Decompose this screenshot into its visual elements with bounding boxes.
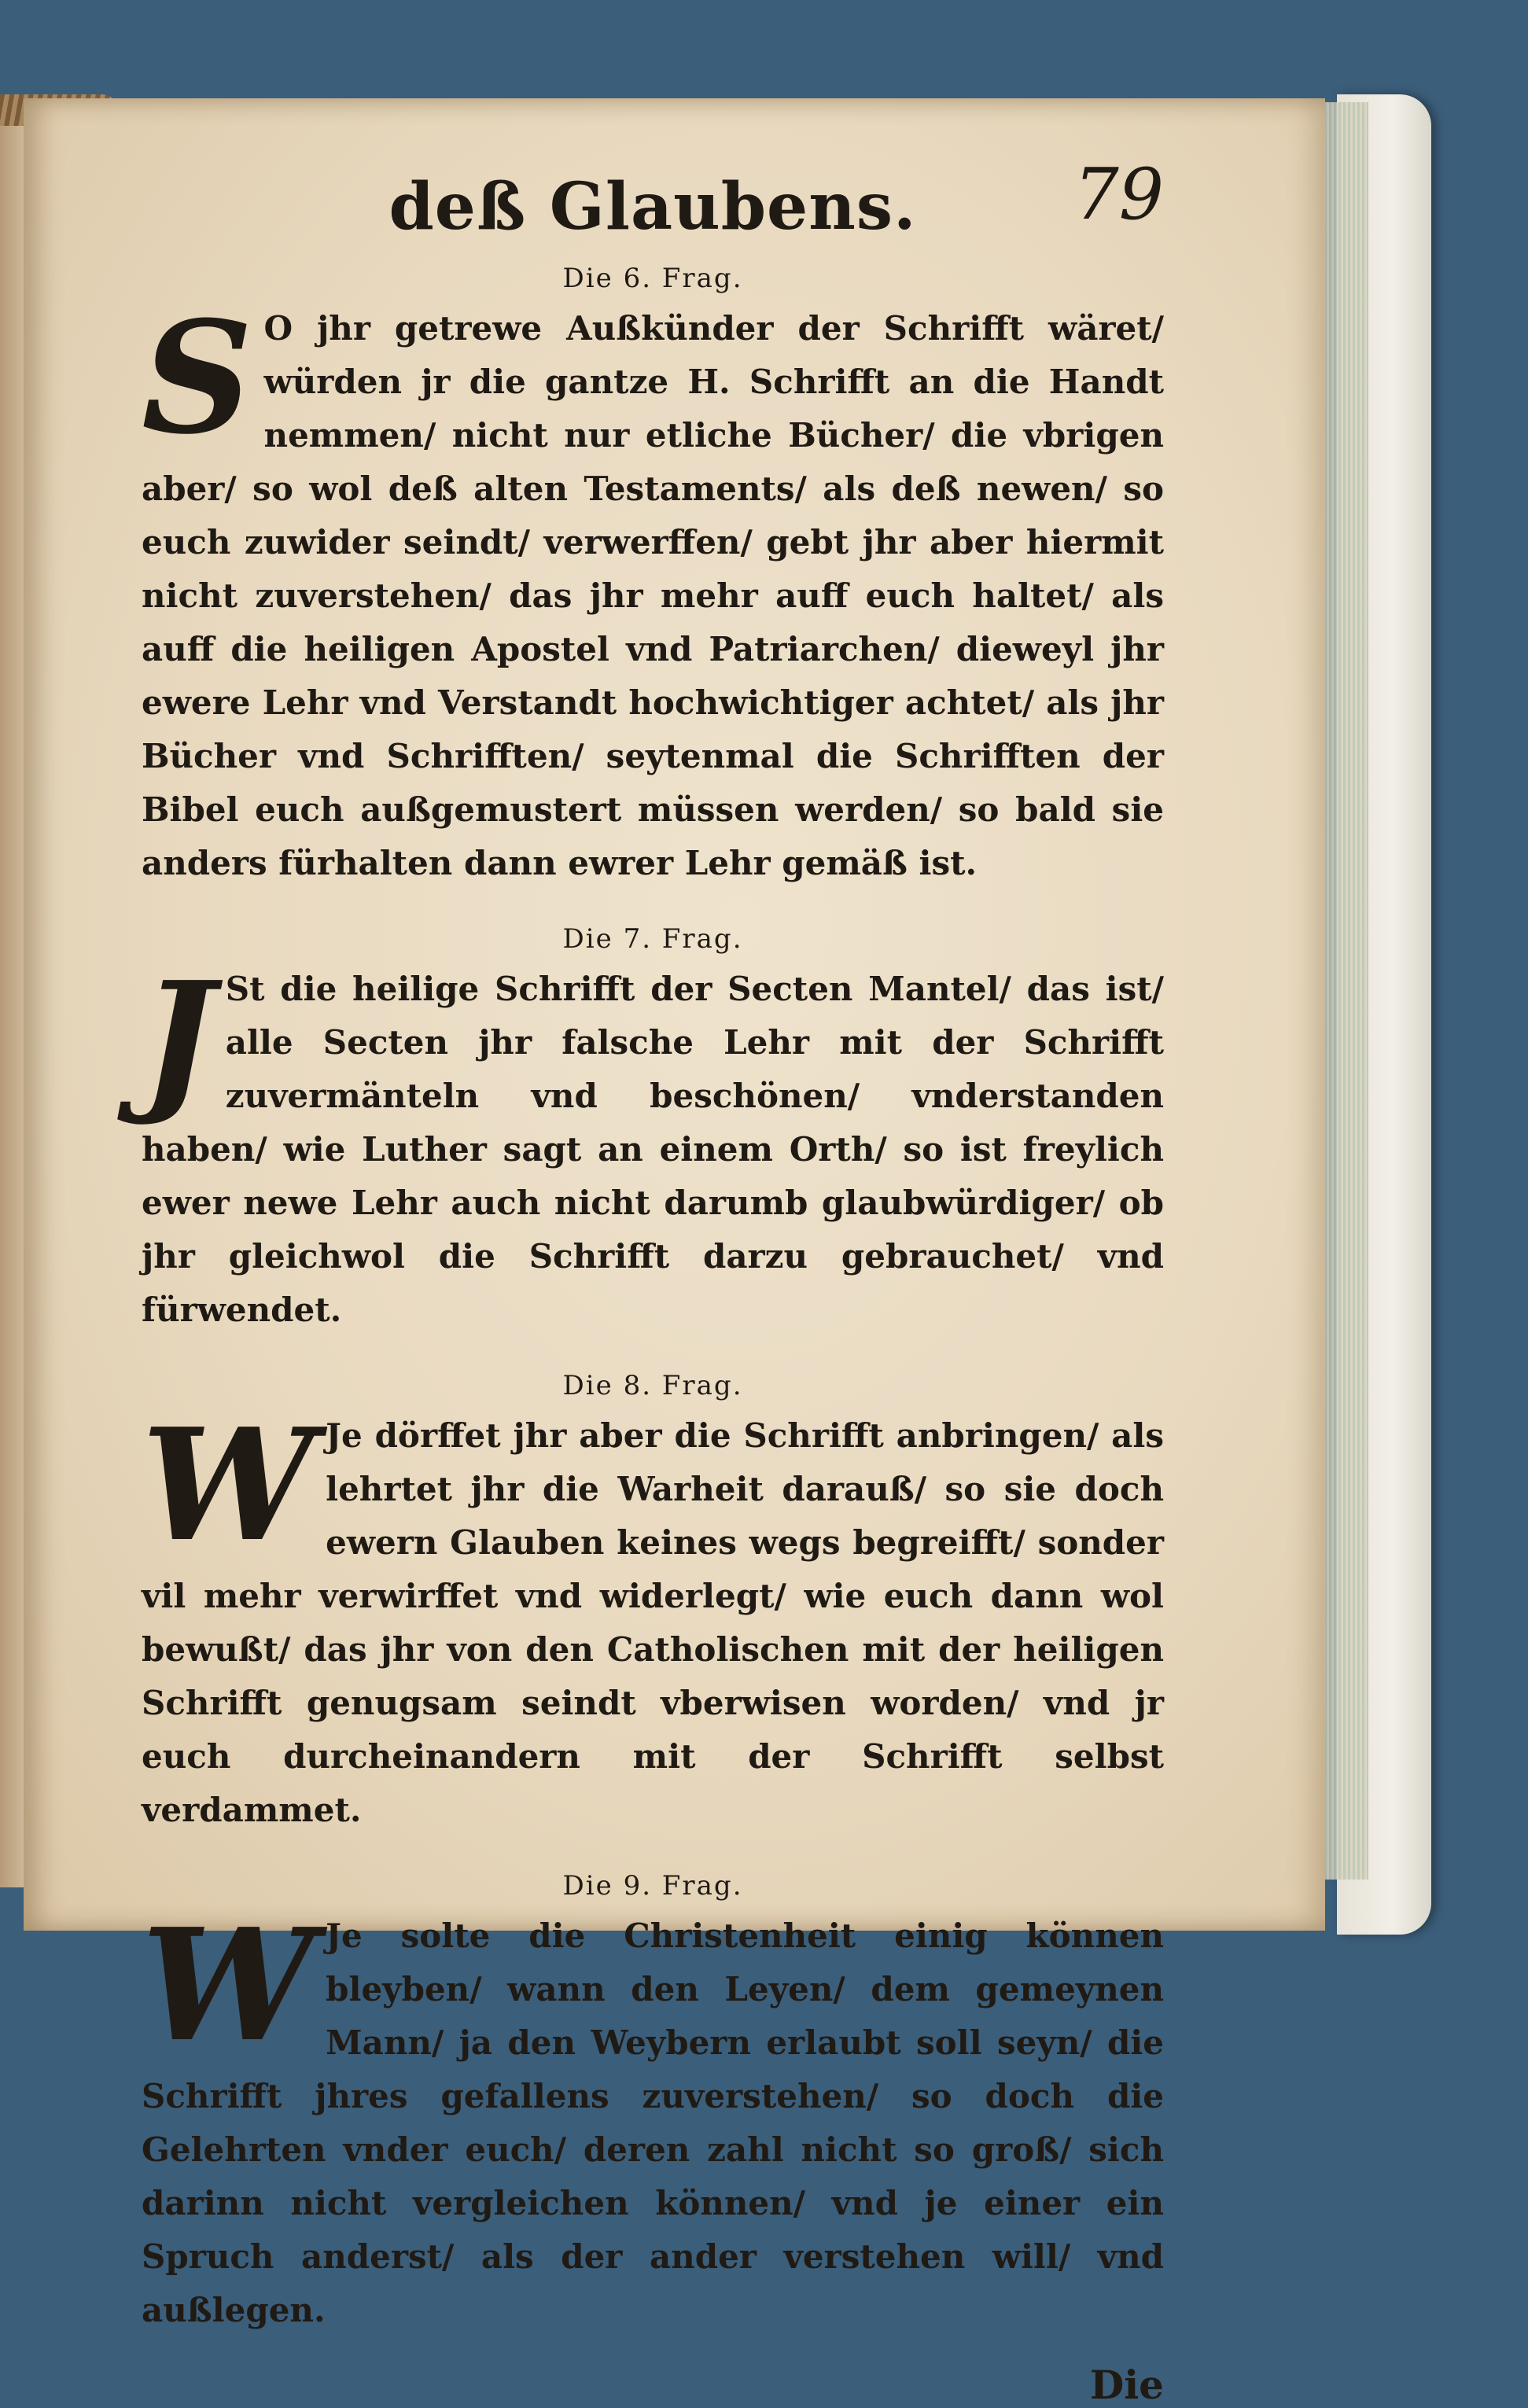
drop-initial: S <box>142 288 253 469</box>
question-6 <box>142 260 1164 890</box>
question-text: St die heilige Schrifft der Secten Mantel/ das ist/ alle Secten jhr falsche Lehr mit der Schrifft zuvermänteln vnd beschönen/ vnderstanden haben/ wie Luther sagt an einem Orth/ so ist freylich ewer newe Lehr auch nicht darumb glaubwürdiger/ ob jhr gleichwol die Schrifft darzu gebrauchet/ vnd fürwendet. <box>142 970 1164 1329</box>
running-head <box>142 142 1164 260</box>
book-page <box>24 98 1325 2408</box>
drop-initial: J <box>142 948 215 1129</box>
question-heading: Die 9. Frag. <box>562 1870 743 1902</box>
question-8 <box>142 1367 1164 1837</box>
question-body <box>142 1395 1164 1837</box>
question-heading: Die 6. Frag. <box>562 263 743 294</box>
question-text: Je solte die Christenheit einig können bleyben/ wann den Leyen/ dem gemeynen Mann/ ja den Weybern erlaubt soll seyn/ die Schrifft jhres gefallens zuverstehen/ so doch die Gelehrten vnder euch/ deren zahl nicht so groß/ sich darinn nicht vergleichen können/ vnd je einer ein Spruch anderst/ als der ander verstehen will/ vnd außlegen. <box>142 1916 1164 2329</box>
question-text: O jhr getrewe Außkünder der Schrifft wäret/ würden jr die gantze H. Schrifft an die Handt nemmen/ nicht nur etliche Bücher/ die vbrigen aber/ so wol deß alten Testaments/ als deß newen/ so euch zuwider seindt/ verwerffen/ gebt jhr aber hiermit nicht zuverstehen/ das jhr mehr auff euch haltet/ als auff die heiligen Apostel vnd Patriarchen/ dieweyl jhr ewere Lehr vnd Verstandt hochwichtiger achtet/ als jhr Bücher vnd Schrifften/ seytenmal die Schrifften der Bibel euch außgemustert müssen werden/ so bald sie anders fürhalten dann ewrer Lehr gemäß ist. <box>142 309 1164 882</box>
page-number: 79 <box>1073 153 1164 236</box>
question-7 <box>142 920 1164 1337</box>
question-heading: Die 8. Frag. <box>562 1370 743 1401</box>
question-body <box>142 288 1164 890</box>
catchword: Die <box>1089 2362 1164 2408</box>
question-9 <box>142 1867 1164 2408</box>
running-title: deß Glaubens. <box>388 169 917 245</box>
question-body <box>142 948 1164 1337</box>
question-body <box>142 1895 1164 2337</box>
question-heading: Die 7. Frag. <box>562 923 743 955</box>
drop-initial: W <box>142 1895 315 2076</box>
drop-initial: W <box>142 1395 315 1576</box>
question-text: Je dörffet jhr aber die Schrifft anbringen/ als lehrtet jhr die Warheit darauß/ so sie doch ewern Glauben keines wegs begreifft/ sonder vil mehr verwirffet vnd widerlegt/ wie euch dann wol bewußt/ das jhr von den Catholischen mit der heiligen Schrifft genugsam seindt vberwisen worden/ vnd jr euch durcheinandern mit der Schrifft selbst verdammet. <box>142 1416 1164 1829</box>
page-content <box>142 142 1164 2408</box>
